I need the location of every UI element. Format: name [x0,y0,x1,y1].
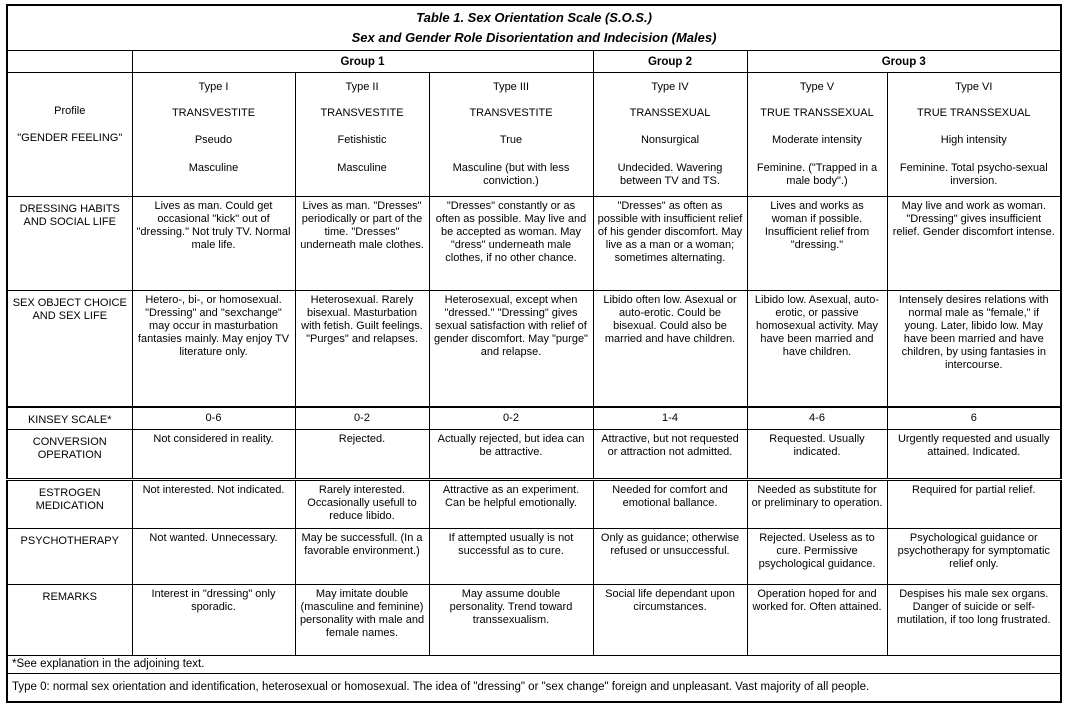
row-label-estrogen-medication: ESTROGEN MEDICATION [7,479,132,528]
profile-label-bottom: "GENDER FEELING" [17,132,123,145]
estrogen-medication-row [7,479,1061,528]
cell-conversion-type4: Attractive, but not requested or attraction not admitted. [593,429,747,479]
group-1-header: Group 1 [132,51,593,73]
type-heading: Type I [198,81,229,94]
type-name: TRANSSEXUAL [629,107,711,120]
cell-psycho-type1: Not wanted. Unnecessary. [132,528,295,584]
title-row [7,5,1061,51]
type-name: TRANSVESTITE [320,107,404,120]
type-subtype: Nonsurgical [640,134,700,147]
cell-sexobj-type5: Libido low. Asexual, auto-erotic, or passive homosexual activity. May have been married and have children. [747,291,887,407]
type-feeling: Masculine [337,162,387,175]
type-heading: Type V [799,81,835,94]
type-heading: Type II [345,81,379,94]
cell-dressing-type1: Lives as man. Could get occasional "kick" out of "dressing." Not truly TV. Normal male life. [132,197,295,291]
footnote-row-2 [7,674,1061,702]
cell-dressing-type5: Lives and works as woman if possible. Insufficient relief from "dressing." [747,197,887,291]
remarks-row [7,584,1061,655]
group-2-header: Group 2 [593,51,747,73]
row-label-sex-object: SEX OBJECT CHOICE AND SEX LIFE [7,291,132,407]
title-line-1: Table 1. Sex Orientation Scale (S.O.S.) [416,10,652,25]
profile-label-top: Profile [54,105,86,118]
footnote-1: *See explanation in the adjoining text. [7,655,1061,674]
cell-remarks-type3: May assume double personality. Trend toward transsexualism. [429,584,593,655]
row-label-conversion-operation: CONVERSION OPERATION [7,429,132,479]
row-label-kinsey-scale: KINSEY SCALE* [7,407,132,429]
cell-estrogen-type1: Not interested. Not indicated. [132,479,295,528]
cell-psycho-type3: If attempted usually is not successful as to cure. [429,528,593,584]
type-heading: Type III [492,81,530,94]
cell-estrogen-type6: Required for partial relief. [887,479,1061,528]
psychotherapy-row [7,528,1061,584]
cell-psycho-type4: Only as guidance; otherwise refused or unsuccessful. [593,528,747,584]
cell-conversion-type6: Urgently requested and usually attained. Indicated. [887,429,1061,479]
cell-psycho-type2: May be successfull. (In a favorable environment.) [295,528,429,584]
cell-conversion-type2: Rejected. [295,429,429,479]
cell-conversion-type1: Not considered in reality. [132,429,295,479]
cell-sexobj-type1: Hetero-, bi-, or homosexual. "Dressing" and "sexchange" may occur in masturbation fantasies mainly. May enjoy TV literature only. [132,291,295,407]
cell-kinsey-type6: 6 [887,407,1061,429]
sos-table [6,4,1062,703]
footnote-row-1 [7,655,1061,674]
cell-kinsey-type2: 0-2 [295,407,429,429]
type-subtype: High intensity [940,134,1007,147]
cell-dressing-type3: "Dresses" constantly or as often as possible. May live and be accepted as woman. May "dress" underneath male clothes, if no other chance. [429,197,593,291]
cell-estrogen-type5: Needed as substitute for or preliminary to operation. [747,479,887,528]
cell-psycho-type5: Rejected. Useless as to cure. Permissive psychological guidance. [747,528,887,584]
table-title [7,5,1061,51]
profile-cell-type5 [747,73,887,197]
cell-sexobj-type3: Heterosexual, except when "dressed." "Dressing" gives sexual satisfaction with relief of gender discomfort. May "purge" and relapse. [429,291,593,407]
cell-estrogen-type4: Needed for comfort and emotional ballance. [593,479,747,528]
footnote-2: Type 0: normal sex orientation and identification, heterosexual or homosexual. The idea of "dressing" or "sex change" foreign and unpleasant. Vast majority of all people. [7,674,1061,702]
conversion-operation-row [7,429,1061,479]
cell-kinsey-type3: 0-2 [429,407,593,429]
profile-cell-type6 [887,73,1061,197]
profile-cell-type1 [132,73,295,197]
type-subtype: Fetishistic [337,134,387,147]
row-label-dressing-habits: DRESSING HABITS AND SOCIAL LIFE [7,197,132,291]
type-feeling: Masculine [188,162,239,175]
dressing-habits-row [7,197,1061,291]
cell-dressing-type6: May live and work as woman. "Dressing" gives insufficient relief. Gender discomfort intense. [887,197,1061,291]
cell-dressing-type2: Lives as man. "Dresses" periodically or part of the time. "Dresses" underneath male clothes. [295,197,429,291]
cell-sexobj-type4: Libido often low. Asexual or auto-erotic. Could be bisexual. Could also be married and have children. [593,291,747,407]
type-name: TRUE TRANSSEXUAL [917,107,1031,120]
group-3-header: Group 3 [747,51,1061,73]
cell-conversion-type3: Actually rejected, but idea can be attractive. [429,429,593,479]
cell-remarks-type2: May imitate double (masculine and feminine) personality with male and female names. [295,584,429,655]
type-heading: Type VI [955,81,993,94]
row-label-remarks: REMARKS [7,584,132,655]
type-name: TRANSVESTITE [171,107,256,120]
cell-remarks-type4: Social life dependant upon circumstances. [593,584,747,655]
type-heading: Type IV [651,81,689,94]
cell-sexobj-type2: Heterosexual. Rarely bisexual. Masturbation with fetish. Guilt feelings. "Purges" and relapses. [295,291,429,407]
cell-conversion-type5: Requested. Usually indicated. [747,429,887,479]
cell-kinsey-type1: 0-6 [132,407,295,429]
type-feeling: Masculine (but with less conviction.) [452,162,570,188]
type-subtype: Moderate intensity [772,134,862,147]
group-header-row [7,51,1061,73]
type-feeling: Feminine. Total psycho-sexual inversion. [899,162,1048,188]
cell-dressing-type4: "Dresses" as often as possible with insufficient relief of his gender discomfort. May live as a man or a woman; sometimes alternating. [593,197,747,291]
cell-remarks-type6: Despises his male sex organs. Danger of suicide or self-mutilation, if too long frustrated. [887,584,1061,655]
profile-row [7,73,1061,197]
cell-kinsey-type5: 4-6 [747,407,887,429]
cell-psycho-type6: Psychological guidance or psychotherapy for symptomatic relief only. [887,528,1061,584]
profile-cell-type4 [593,73,747,197]
cell-estrogen-type3: Attractive as an experiment. Can be helpful emotionally. [429,479,593,528]
cell-kinsey-type4: 1-4 [593,407,747,429]
cell-remarks-type1: Interest in "dressing" only sporadic. [132,584,295,655]
kinsey-scale-row [7,407,1061,429]
group-header-empty [7,51,132,73]
sex-object-row [7,291,1061,407]
profile-cell-type2 [295,73,429,197]
row-label-psychotherapy: PSYCHOTHERAPY [7,528,132,584]
type-subtype: True [499,134,523,147]
type-name: TRANSVESTITE [469,107,553,120]
title-line-2: Sex and Gender Role Disorientation and Indecision (Males) [351,30,717,46]
document-page [6,4,1060,703]
cell-estrogen-type2: Rarely interested. Occasionally usefull to reduce libido. [295,479,429,528]
row-label-profile [7,73,132,197]
profile-cell-type3 [429,73,593,197]
cell-sexobj-type6: Intensely desires relations with normal male as "female," if young. Later, libido low. May have been married and have children, by using fantasies in intercourse. [887,291,1061,407]
type-name: TRUE TRANSSEXUAL [760,107,874,120]
type-feeling: Undecided. Wavering between TV and TS. [617,162,723,188]
type-feeling: Feminine. ("Trapped in a male body".) [756,162,878,188]
cell-remarks-type5: Operation hoped for and worked for. Often attained. [747,584,887,655]
type-subtype: Pseudo [194,134,233,147]
